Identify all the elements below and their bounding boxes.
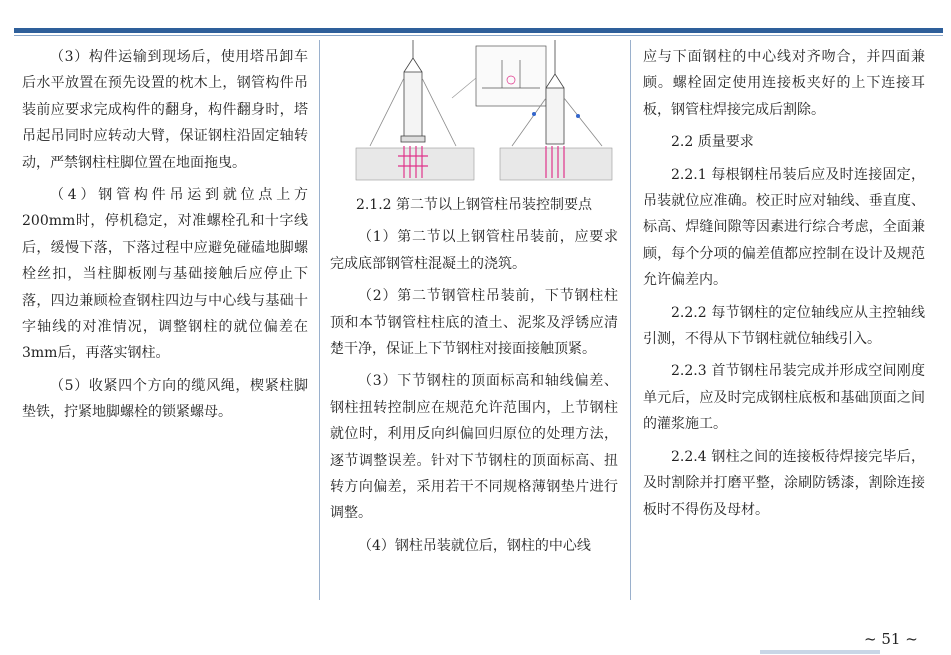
paragraph: （3）构件运输到现场后，使用塔吊卸车后水平放置在预先设置的枕木上，钢管构件吊装前应要求完成构件的翻身，构件翻身时，塔吊起吊同时应转动大臂，保证钢柱沿固定轴转动，严禁钢柱柱脚位置在地面拖曳。 [22,49,308,171]
paragraph: （5）收紧四个方向的缆风绳，楔紧柱脚垫铁，拧紧地脚螺栓的锁紧螺母。 [22,377,308,421]
foundation-left [356,148,474,180]
left-column [22,44,308,432]
paragraph: （3）下节钢柱的顶面标高和轴线偏差、钢柱扭转控制应在规范允许范围内，上节钢柱就位时，利用反向纠偏回归原位的处理方法，逐节调整误差。针对下节钢柱的顶面标高、扭转方向偏差，采用若干不同规格薄钢垫片进行调整。 [330,373,618,522]
paragraph: 应与下面钢柱的中心线对齐吻合，并四面兼顾。螺栓固定使用连接板夹好的上下连接耳板，钢管柱焊接完成后割除。 [643,49,925,118]
column-divider [630,40,631,600]
foundation-right [500,148,612,180]
column-divider [319,40,320,600]
paragraph: （4）钢管构件吊运到就位点上方200mm时，停机稳定，对准螺栓孔和十字线后，缓慢下落，下落过程中应避免碰磕地脚螺栓丝扣，当柱脚板刚与基础接触后应停止下落，四边兼顾检查钢柱四边与中心线与基础十字轴线的对准情况，调整钢柱的就位偏差在3mm后，再落实钢柱。 [22,187,308,362]
figure-caption: 2.1.2 第二节以上钢管柱吊装控制要点 [355,197,593,213]
paragraph: 2.2.3 首节钢柱吊装完成并形成空间刚度单元后，应及时完成钢柱底板和基础顶面之间的灌浆施工。 [643,363,925,433]
section-heading: 2.2 质量要求 [671,134,754,151]
paragraph: 2.2.2 每节钢柱的定位轴线应从主控轴线引测，不得从下节钢柱就位轴线引入。 [643,304,925,348]
middle-column [330,192,618,565]
right-column [643,44,925,529]
paragraph: （2）第二节钢管柱吊装前，下节钢柱柱顶和本节钢管柱柱底的渣土、泥浆及浮锈应清楚干净，保证上下节钢柱对接面接触顶紧。 [330,288,618,358]
header-rule-thin [14,35,943,36]
paragraph: 2.2.1 每根钢柱吊装后应及时连接固定，吊装就位应准确。校正时应对轴线、垂直度、标高、焊缝间隙等因素进行综合考虑，全面兼顾，每个分项的偏差值都应控制在设计及规范允许偏差内。 [643,166,925,289]
steel-column-lifting-diagram [352,38,614,186]
footer-rule [760,650,880,654]
paragraph: （1）第二节以上钢管柱吊装前，应要求完成底部钢管柱混凝土的浇筑。 [330,229,618,272]
paragraph: （4）钢柱吊装就位后，钢柱的中心线 [358,537,591,554]
detail-callout [452,46,546,106]
paragraph: 2.2.4 钢柱之间的连接板待焊接完毕后，及时割除并打磨平整，涂刷防锈漆，割除连接板时不得伤及母材。 [643,448,925,518]
header-rule [14,28,943,33]
page-number: ~ 51 ~ [864,630,918,648]
